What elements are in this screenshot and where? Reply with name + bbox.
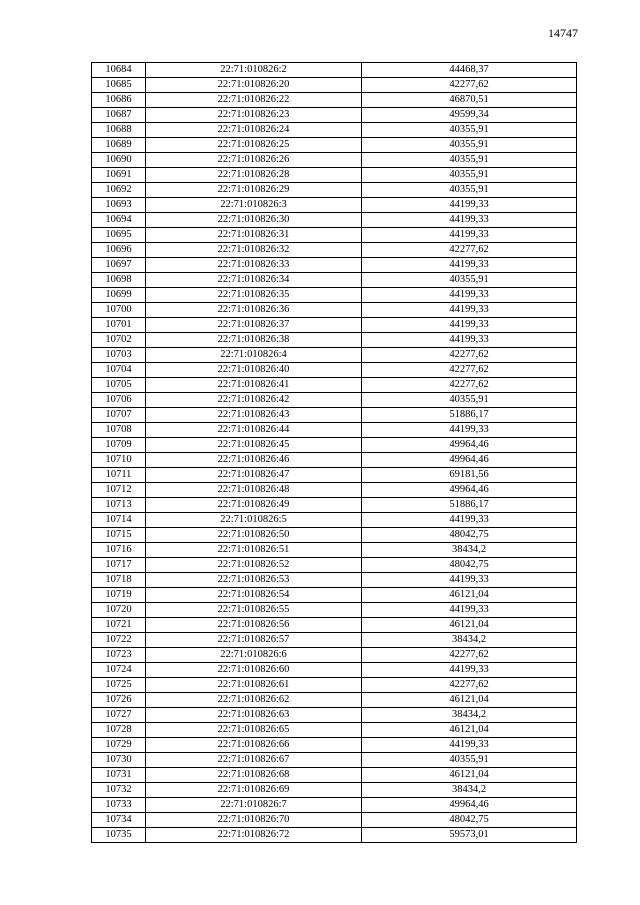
table-row [92, 723, 577, 738]
table-row [92, 183, 577, 198]
table-row [92, 483, 577, 498]
cadastral-value-cell: 49964,46 [362, 798, 577, 813]
row-number-cell: 10697 [92, 258, 146, 273]
cadastral-number-cell: 22:71:010826:40 [146, 363, 362, 378]
cadastral-number-cell: 22:71:010826:7 [146, 798, 362, 813]
cadastral-number-cell: 22:71:010826:61 [146, 678, 362, 693]
table-row [92, 258, 577, 273]
cadastral-value-cell: 42277,62 [362, 243, 577, 258]
cadastral-value-cell: 40355,91 [362, 138, 577, 153]
cadastral-value-cell: 46121,04 [362, 588, 577, 603]
row-number-cell: 10729 [92, 738, 146, 753]
cadastral-number-cell: 22:71:010826:45 [146, 438, 362, 453]
row-number-cell: 10721 [92, 618, 146, 633]
row-number-cell: 10688 [92, 123, 146, 138]
row-number-cell: 10722 [92, 633, 146, 648]
table-row [92, 573, 577, 588]
cadastral-number-cell: 22:71:010826:51 [146, 543, 362, 558]
row-number-cell: 10695 [92, 228, 146, 243]
row-number-cell: 10730 [92, 753, 146, 768]
cadastral-value-cell: 49964,46 [362, 483, 577, 498]
row-number-cell: 10716 [92, 543, 146, 558]
cadastral-number-cell: 22:71:010826:68 [146, 768, 362, 783]
table-row [92, 618, 577, 633]
cadastral-value-cell: 44199,33 [362, 213, 577, 228]
cadastral-value-cell: 59573,01 [362, 828, 577, 843]
cadastral-value-cell: 46121,04 [362, 768, 577, 783]
table-row [92, 423, 577, 438]
row-number-cell: 10702 [92, 333, 146, 348]
table-row [92, 798, 577, 813]
row-number-cell: 10707 [92, 408, 146, 423]
cadastral-number-cell: 22:71:010826:43 [146, 408, 362, 423]
cadastral-number-cell: 22:71:010826:30 [146, 213, 362, 228]
cadastral-value-cell: 42277,62 [362, 363, 577, 378]
row-number-cell: 10725 [92, 678, 146, 693]
cadastral-value-cell: 44199,33 [362, 513, 577, 528]
cadastral-number-cell: 22:71:010826:26 [146, 153, 362, 168]
cadastral-value-cell: 46121,04 [362, 618, 577, 633]
row-number-cell: 10696 [92, 243, 146, 258]
cadastral-number-cell: 22:71:010826:4 [146, 348, 362, 363]
table-row [92, 648, 577, 663]
cadastral-number-cell: 22:71:010826:55 [146, 603, 362, 618]
cadastral-number-cell: 22:71:010826:6 [146, 648, 362, 663]
row-number-cell: 10692 [92, 183, 146, 198]
cadastral-value-cell: 44199,33 [362, 738, 577, 753]
cadastral-value-cell: 48042,75 [362, 813, 577, 828]
cadastral-number-cell: 22:71:010826:48 [146, 483, 362, 498]
cadastral-value-cell: 40355,91 [362, 153, 577, 168]
row-number-cell: 10711 [92, 468, 146, 483]
cadastral-value-cell: 44199,33 [362, 573, 577, 588]
cadastral-number-cell: 22:71:010826:57 [146, 633, 362, 648]
cadastral-value-cell: 38434,2 [362, 543, 577, 558]
table-row [92, 753, 577, 768]
table-row [92, 828, 577, 843]
row-number-cell: 10735 [92, 828, 146, 843]
cadastral-value-cell: 38434,2 [362, 783, 577, 798]
table-row [92, 378, 577, 393]
cadastral-value-cell: 38434,2 [362, 708, 577, 723]
cadastral-value-cell: 44199,33 [362, 663, 577, 678]
cadastral-value-cell: 44468,37 [362, 63, 577, 78]
cadastral-number-cell: 22:71:010826:25 [146, 138, 362, 153]
row-number-cell: 10719 [92, 588, 146, 603]
table-row [92, 288, 577, 303]
table-row [92, 558, 577, 573]
row-number-cell: 10686 [92, 93, 146, 108]
cadastral-value-cell: 44199,33 [362, 423, 577, 438]
cadastral-value-cell: 42277,62 [362, 348, 577, 363]
cadastral-value-cell: 51886,17 [362, 498, 577, 513]
row-number-cell: 10689 [92, 138, 146, 153]
row-number-cell: 10723 [92, 648, 146, 663]
cadastral-number-cell: 22:71:010826:56 [146, 618, 362, 633]
table-row [92, 108, 577, 123]
cadastral-number-cell: 22:71:010826:32 [146, 243, 362, 258]
cadastral-number-cell: 22:71:010826:63 [146, 708, 362, 723]
table-row [92, 168, 577, 183]
table-row [92, 603, 577, 618]
table-row [92, 588, 577, 603]
table-row [92, 633, 577, 648]
table-row [92, 273, 577, 288]
cadastral-value-cell: 42277,62 [362, 648, 577, 663]
row-number-cell: 10718 [92, 573, 146, 588]
table-row [92, 783, 577, 798]
row-number-cell: 10691 [92, 168, 146, 183]
cadastral-value-cell: 44199,33 [362, 288, 577, 303]
row-number-cell: 10698 [92, 273, 146, 288]
row-number-cell: 10693 [92, 198, 146, 213]
row-number-cell: 10715 [92, 528, 146, 543]
cadastral-number-cell: 22:71:010826:47 [146, 468, 362, 483]
cadastral-value-cell: 49964,46 [362, 453, 577, 468]
cadastral-number-cell: 22:71:010826:72 [146, 828, 362, 843]
table-row [92, 528, 577, 543]
table-body [92, 63, 577, 843]
table-row [92, 513, 577, 528]
cadastral-value-cell: 49599,34 [362, 108, 577, 123]
cadastral-value-cell: 46870,51 [362, 93, 577, 108]
table-row [92, 303, 577, 318]
cadastral-value-cell: 69181,56 [362, 468, 577, 483]
row-number-cell: 10732 [92, 783, 146, 798]
table-row [92, 138, 577, 153]
cadastral-value-cell: 44199,33 [362, 333, 577, 348]
cadastral-number-cell: 22:71:010826:67 [146, 753, 362, 768]
cadastral-number-cell: 22:71:010826:60 [146, 663, 362, 678]
row-number-cell: 10727 [92, 708, 146, 723]
row-number-cell: 10713 [92, 498, 146, 513]
cadastral-number-cell: 22:71:010826:69 [146, 783, 362, 798]
cadastral-number-cell: 22:71:010826:36 [146, 303, 362, 318]
cadastral-value-cell: 42277,62 [362, 378, 577, 393]
cadastral-number-cell: 22:71:010826:49 [146, 498, 362, 513]
table-row [92, 348, 577, 363]
cadastral-value-table [91, 62, 577, 843]
cadastral-number-cell: 22:71:010826:44 [146, 423, 362, 438]
cadastral-value-cell: 44199,33 [362, 258, 577, 273]
cadastral-number-cell: 22:71:010826:2 [146, 63, 362, 78]
row-number-cell: 10717 [92, 558, 146, 573]
table-row [92, 408, 577, 423]
table-row [92, 78, 577, 93]
cadastral-value-cell: 40355,91 [362, 123, 577, 138]
cadastral-value-cell: 46121,04 [362, 723, 577, 738]
page-number: 14747 [548, 26, 578, 40]
cadastral-value-cell: 46121,04 [362, 693, 577, 708]
table-row [92, 498, 577, 513]
table-row [92, 63, 577, 78]
table-row [92, 663, 577, 678]
cadastral-value-cell: 40355,91 [362, 273, 577, 288]
table-row [92, 438, 577, 453]
row-number-cell: 10687 [92, 108, 146, 123]
cadastral-value-cell: 42277,62 [362, 678, 577, 693]
row-number-cell: 10720 [92, 603, 146, 618]
row-number-cell: 10708 [92, 423, 146, 438]
row-number-cell: 10731 [92, 768, 146, 783]
cadastral-value-cell: 40355,91 [362, 183, 577, 198]
row-number-cell: 10726 [92, 693, 146, 708]
cadastral-value-cell: 40355,91 [362, 753, 577, 768]
cadastral-number-cell: 22:71:010826:42 [146, 393, 362, 408]
cadastral-number-cell: 22:71:010826:28 [146, 168, 362, 183]
row-number-cell: 10700 [92, 303, 146, 318]
cadastral-value-cell: 40355,91 [362, 393, 577, 408]
table-row [92, 678, 577, 693]
row-number-cell: 10734 [92, 813, 146, 828]
cadastral-number-cell: 22:71:010826:70 [146, 813, 362, 828]
table-row [92, 738, 577, 753]
cadastral-number-cell: 22:71:010826:29 [146, 183, 362, 198]
table-row [92, 333, 577, 348]
row-number-cell: 10701 [92, 318, 146, 333]
cadastral-number-cell: 22:71:010826:3 [146, 198, 362, 213]
table-row [92, 198, 577, 213]
table-row [92, 228, 577, 243]
row-number-cell: 10690 [92, 153, 146, 168]
cadastral-number-cell: 22:71:010826:66 [146, 738, 362, 753]
cadastral-number-cell: 22:71:010826:34 [146, 273, 362, 288]
cadastral-value-cell: 48042,75 [362, 558, 577, 573]
row-number-cell: 10703 [92, 348, 146, 363]
table-row [92, 453, 577, 468]
table-row [92, 813, 577, 828]
cadastral-value-cell: 44199,33 [362, 198, 577, 213]
row-number-cell: 10714 [92, 513, 146, 528]
table-row [92, 93, 577, 108]
cadastral-number-cell: 22:71:010826:38 [146, 333, 362, 348]
cadastral-number-cell: 22:71:010826:54 [146, 588, 362, 603]
table-row [92, 393, 577, 408]
row-number-cell: 10710 [92, 453, 146, 468]
row-number-cell: 10704 [92, 363, 146, 378]
row-number-cell: 10706 [92, 393, 146, 408]
table-row [92, 363, 577, 378]
cadastral-value-cell: 40355,91 [362, 168, 577, 183]
cadastral-value-cell: 44199,33 [362, 228, 577, 243]
cadastral-number-cell: 22:71:010826:46 [146, 453, 362, 468]
cadastral-number-cell: 22:71:010826:23 [146, 108, 362, 123]
cadastral-value-cell: 48042,75 [362, 528, 577, 543]
row-number-cell: 10709 [92, 438, 146, 453]
row-number-cell: 10685 [92, 78, 146, 93]
cadastral-value-cell: 49964,46 [362, 438, 577, 453]
cadastral-number-cell: 22:71:010826:41 [146, 378, 362, 393]
cadastral-value-cell: 44199,33 [362, 303, 577, 318]
cadastral-number-cell: 22:71:010826:35 [146, 288, 362, 303]
row-number-cell: 10728 [92, 723, 146, 738]
table-row [92, 123, 577, 138]
cadastral-value-cell: 38434,2 [362, 633, 577, 648]
cadastral-number-cell: 22:71:010826:37 [146, 318, 362, 333]
table-row [92, 243, 577, 258]
table-row [92, 153, 577, 168]
cadastral-number-cell: 22:71:010826:5 [146, 513, 362, 528]
cadastral-number-cell: 22:71:010826:53 [146, 573, 362, 588]
cadastral-number-cell: 22:71:010826:50 [146, 528, 362, 543]
table-row [92, 213, 577, 228]
table-row [92, 543, 577, 558]
cadastral-value-cell: 42277,62 [362, 78, 577, 93]
cadastral-number-cell: 22:71:010826:20 [146, 78, 362, 93]
cadastral-number-cell: 22:71:010826:62 [146, 693, 362, 708]
cadastral-value-cell: 51886,17 [362, 408, 577, 423]
row-number-cell: 10724 [92, 663, 146, 678]
row-number-cell: 10712 [92, 483, 146, 498]
table-row [92, 468, 577, 483]
row-number-cell: 10699 [92, 288, 146, 303]
table-row [92, 768, 577, 783]
cadastral-number-cell: 22:71:010826:33 [146, 258, 362, 273]
cadastral-value-cell: 44199,33 [362, 318, 577, 333]
cadastral-number-cell: 22:71:010826:22 [146, 93, 362, 108]
table-row [92, 318, 577, 333]
cadastral-number-cell: 22:71:010826:31 [146, 228, 362, 243]
cadastral-number-cell: 22:71:010826:65 [146, 723, 362, 738]
cadastral-value-cell: 44199,33 [362, 603, 577, 618]
cadastral-number-cell: 22:71:010826:24 [146, 123, 362, 138]
row-number-cell: 10694 [92, 213, 146, 228]
row-number-cell: 10684 [92, 63, 146, 78]
table-row [92, 693, 577, 708]
row-number-cell: 10733 [92, 798, 146, 813]
cadastral-number-cell: 22:71:010826:52 [146, 558, 362, 573]
row-number-cell: 10705 [92, 378, 146, 393]
table-row [92, 708, 577, 723]
